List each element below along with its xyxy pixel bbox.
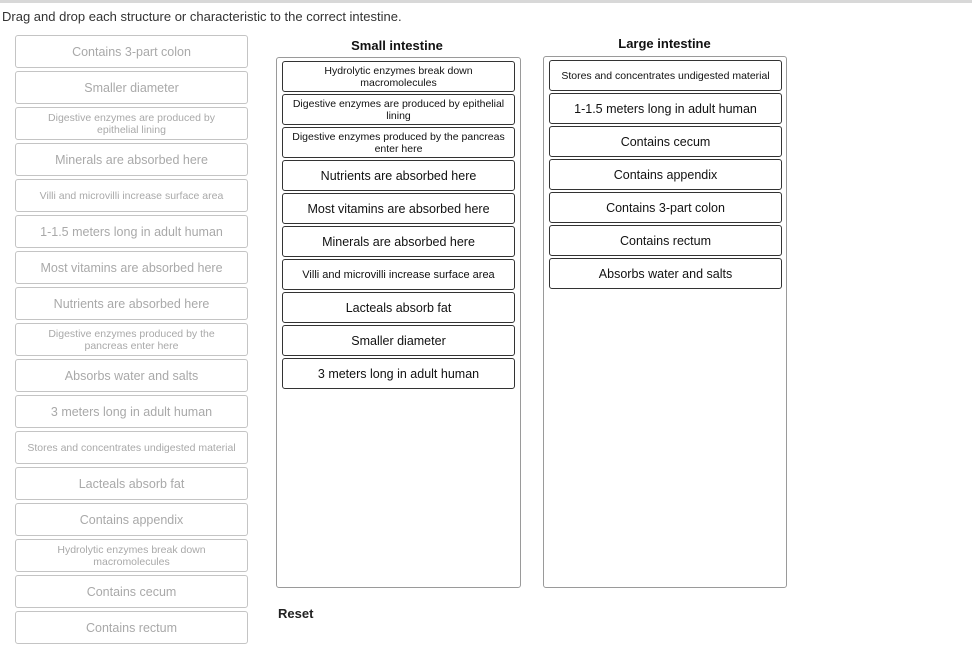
draggable-item[interactable]: Nutrients are absorbed here xyxy=(15,287,248,320)
small-intestine-title: Small intestine xyxy=(351,38,443,53)
placed-item[interactable]: Lacteals absorb fat xyxy=(282,292,515,323)
draggable-item[interactable]: Absorbs water and salts xyxy=(15,359,248,392)
draggable-item[interactable]: Villi and microvilli increase surface area xyxy=(15,179,248,212)
draggable-item[interactable]: Stores and concentrates undigested material xyxy=(15,431,248,464)
placed-item[interactable]: Contains cecum xyxy=(549,126,782,157)
draggable-item[interactable]: 1-1.5 meters long in adult human xyxy=(15,215,248,248)
placed-item[interactable]: 3 meters long in adult human xyxy=(282,358,515,389)
placed-item[interactable]: Absorbs water and salts xyxy=(549,258,782,289)
instruction-text: Drag and drop each structure or characteristic to the correct intestine. xyxy=(2,9,402,24)
draggable-item[interactable]: Contains rectum xyxy=(15,611,248,644)
draggable-item[interactable]: 3 meters long in adult human xyxy=(15,395,248,428)
placed-item[interactable]: Hydrolytic enzymes break down macromolecules xyxy=(282,61,515,92)
placed-item[interactable]: Digestive enzymes produced by the pancreas enter here xyxy=(282,127,515,158)
source-item-list xyxy=(15,35,248,647)
placed-item[interactable]: Nutrients are absorbed here xyxy=(282,160,515,191)
placed-item[interactable]: Contains appendix xyxy=(549,159,782,190)
top-divider xyxy=(0,0,972,3)
draggable-item[interactable]: Minerals are absorbed here xyxy=(15,143,248,176)
placed-item[interactable]: Contains rectum xyxy=(549,225,782,256)
placed-item[interactable]: Villi and microvilli increase surface area xyxy=(282,259,515,290)
placed-item[interactable]: Most vitamins are absorbed here xyxy=(282,193,515,224)
reset-button[interactable]: Reset xyxy=(278,606,314,621)
placed-item[interactable]: Stores and concentrates undigested material xyxy=(549,60,782,91)
placed-item[interactable]: Contains 3-part colon xyxy=(549,192,782,223)
draggable-item[interactable]: Lacteals absorb fat xyxy=(15,467,248,500)
placed-item[interactable]: Minerals are absorbed here xyxy=(282,226,515,257)
draggable-item[interactable]: Smaller diameter xyxy=(15,71,248,104)
large-intestine-item-list xyxy=(549,60,782,291)
draggable-item[interactable]: Hydrolytic enzymes break down macromolecules xyxy=(15,539,248,572)
draggable-item[interactable]: Digestive enzymes are produced by epithelial lining xyxy=(15,107,248,140)
large-intestine-title: Large intestine xyxy=(618,36,711,51)
small-intestine-item-list xyxy=(282,61,515,391)
draggable-item[interactable]: Digestive enzymes produced by the pancreas enter here xyxy=(15,323,248,356)
draggable-item[interactable]: Contains cecum xyxy=(15,575,248,608)
draggable-item[interactable]: Contains 3-part colon xyxy=(15,35,248,68)
placed-item[interactable]: Digestive enzymes are produced by epithelial lining xyxy=(282,94,515,125)
placed-item[interactable]: Smaller diameter xyxy=(282,325,515,356)
draggable-item[interactable]: Most vitamins are absorbed here xyxy=(15,251,248,284)
draggable-item[interactable]: Contains appendix xyxy=(15,503,248,536)
placed-item[interactable]: 1-1.5 meters long in adult human xyxy=(549,93,782,124)
